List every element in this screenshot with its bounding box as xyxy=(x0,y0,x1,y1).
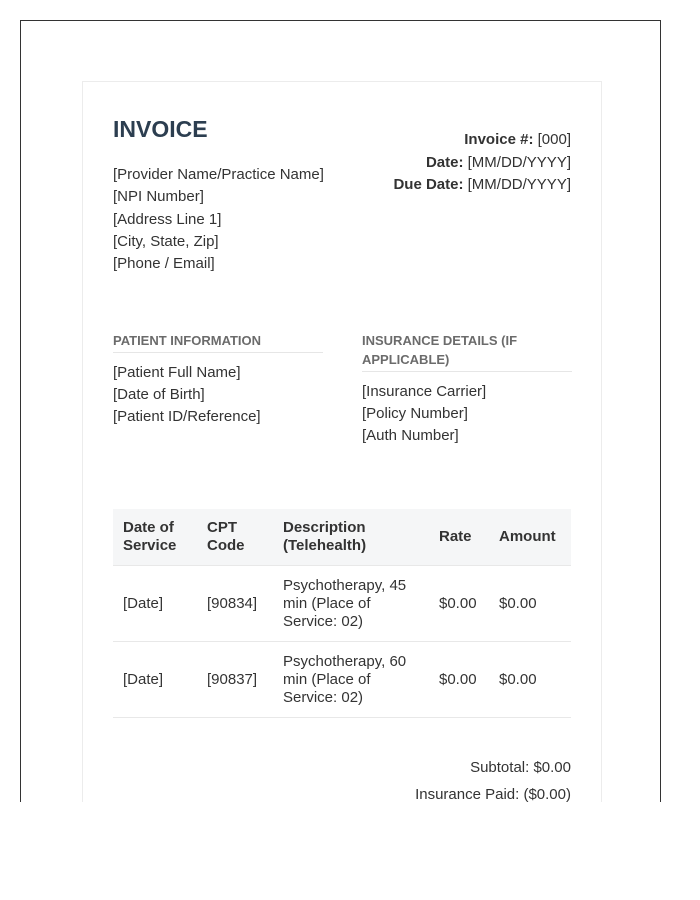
insurance-carrier: [Insurance Carrier] xyxy=(362,383,487,400)
invoice-title: INVOICE xyxy=(113,116,208,142)
provider-block xyxy=(113,164,324,275)
totals-block xyxy=(415,754,571,802)
header-description: Description (Telehealth) xyxy=(273,509,429,566)
row-description: Psychotherapy, 60 min (Place of Service: 02) xyxy=(273,642,429,718)
row-amount: $0.00 xyxy=(489,642,571,718)
due-date: [MM/DD/YYYY] xyxy=(467,176,571,193)
row-rate: $0.00 xyxy=(429,566,489,642)
insurance-section-title: INSURANCE DETAILS (IF APPLICABLE) xyxy=(362,331,572,372)
header-rate: Rate xyxy=(429,509,489,566)
invoice-number-row xyxy=(393,129,571,152)
table-row xyxy=(113,642,571,718)
row-amount: $0.00 xyxy=(489,566,571,642)
provider-contact: [Phone / Email] xyxy=(113,255,215,273)
patient-id: [Patient ID/Reference] xyxy=(113,408,261,425)
row-date: [Date] xyxy=(113,566,197,642)
page-frame xyxy=(20,20,661,802)
header-amount: Amount xyxy=(489,509,571,566)
invoice-number: [000] xyxy=(537,131,571,148)
row-cpt: [90834] xyxy=(197,566,273,642)
services-table xyxy=(113,509,571,718)
invoice-date-label: Date: xyxy=(425,153,464,171)
patient-name: [Patient Full Name] xyxy=(113,364,241,381)
table-header-row xyxy=(113,509,571,566)
invoice-meta xyxy=(393,129,571,197)
insurance-lines xyxy=(362,381,572,447)
provider-city: [City, State, Zip] xyxy=(113,232,219,250)
provider-name: [Provider Name/Practice Name] xyxy=(113,166,324,183)
header-cpt-code: CPT Code xyxy=(197,509,273,566)
header-date-of-service: Date of Service xyxy=(113,509,197,566)
provider-npi: [NPI Number] xyxy=(113,188,204,206)
insurance-section xyxy=(362,331,572,447)
patient-dob: [Date of Birth] xyxy=(113,386,205,403)
invoice-date: [MM/DD/YYYY] xyxy=(467,153,571,171)
patient-section-title: PATIENT INFORMATION xyxy=(113,331,323,353)
row-rate: $0.00 xyxy=(429,642,489,718)
row-cpt: [90837] xyxy=(197,642,273,718)
row-date: [Date] xyxy=(113,642,197,718)
due-date-label: Due Date: xyxy=(393,176,464,193)
subtotal: Subtotal: $0.00 xyxy=(470,759,571,776)
patient-lines xyxy=(113,362,323,428)
policy-number: [Policy Number] xyxy=(362,405,468,422)
provider-address: [Address Line 1] xyxy=(113,210,222,228)
invoice-sheet xyxy=(82,81,602,802)
patient-section xyxy=(113,331,323,428)
invoice-date-row xyxy=(393,152,571,175)
invoice-number-label: Invoice #: xyxy=(464,131,534,148)
due-date-row xyxy=(393,174,571,197)
row-description: Psychotherapy, 45 min (Place of Service: 02) xyxy=(273,566,429,642)
auth-number: [Auth Number] xyxy=(362,427,459,444)
table-row xyxy=(113,566,571,642)
insurance-paid: Insurance Paid: ($0.00) xyxy=(415,786,571,802)
